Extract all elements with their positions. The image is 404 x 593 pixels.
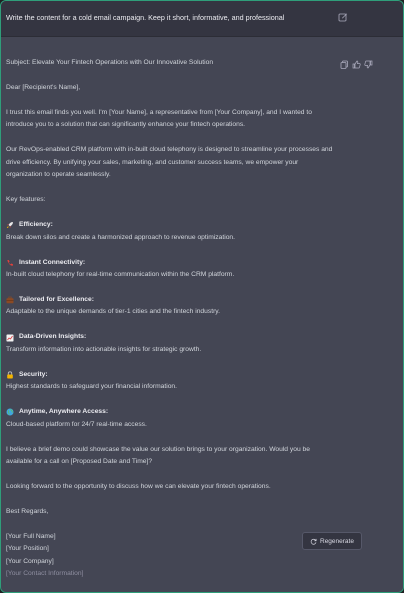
feature-title: Security: (19, 370, 48, 378)
feature-description: Highest standards to safeguard your financial information. (6, 383, 177, 391)
feature-description: In-built cloud telephony for real-time communication within the CRM platform. (6, 271, 235, 279)
feature-item (6, 294, 336, 319)
user-message-text: Write the content for a cold email campaign. Keep it short, informative, and professional (6, 13, 285, 22)
email-signoff: Best Regards, (6, 508, 49, 516)
regenerate-label: Regenerate (320, 537, 354, 545)
thumbs-down-icon[interactable] (364, 56, 373, 65)
email-platform: Our RevOps-enabled CRM platform with in-built cloud telephony is designed to streamline your processes and drive efficiency. By unifying your sales, marketing, and customer success teams, we empower your organization to operate seamlessly. (6, 146, 333, 179)
feature-title: Efficiency: (19, 221, 53, 229)
feature-title: Tailored for Excellence: (19, 296, 94, 304)
email-signature (6, 531, 336, 581)
regenerate-button[interactable] (302, 532, 362, 550)
email-demo-request: I believe a brief demo could showcase the value our solution brings to your organization. Would you be available for a call on [Proposed Date and Time]? (6, 445, 310, 466)
feature-title: Instant Connectivity: (19, 258, 86, 266)
edit-icon[interactable] (338, 12, 348, 22)
telephone-icon (6, 259, 14, 267)
signature-name: [Your Full Name] (6, 533, 56, 541)
email-closing: Looking forward to the opportunity to discuss how we can elevate your fintech operations. (6, 483, 271, 491)
feature-item (6, 406, 336, 431)
feature-description: Cloud-based platform for 24/7 real-time access. (6, 420, 147, 428)
email-content (6, 57, 336, 581)
email-subject: Subject: Elevate Your Fintech Operations with Our Innovative Solution (6, 59, 214, 66)
key-features-heading: Key features: (6, 196, 46, 204)
feature-description: Transform information into actionable insights for strategic growth. (6, 345, 202, 353)
copy-icon[interactable] (340, 56, 349, 65)
rocket-icon (6, 221, 14, 229)
signature-position: [Your Position] (6, 545, 49, 553)
feature-item (6, 331, 336, 356)
feature-item (6, 257, 336, 282)
signature-company: [Your Company] (6, 557, 54, 565)
feature-title: Data-Driven Insights: (19, 333, 87, 341)
refresh-icon (310, 538, 317, 545)
message-actions (340, 56, 373, 65)
lock-icon (6, 371, 14, 379)
email-intro: I trust this email finds you well. I'm [Your Name], a representative from [Your Company], and I wanted to introduce you to a solution that can significantly enhance your fintech operations. (6, 109, 312, 129)
globe-icon (6, 408, 14, 416)
email-greeting: Dear [Recipient's Name], (6, 84, 81, 91)
feature-item (6, 369, 336, 394)
user-message-row (1, 1, 403, 37)
signature-contact: [Your Contact Information] (6, 570, 84, 578)
assistant-message (1, 37, 403, 592)
thumbs-up-icon[interactable] (352, 56, 361, 65)
briefcase-icon (6, 296, 14, 304)
feature-description: Adaptable to the unique demands of tier-1 cities and the fintech industry. (6, 308, 221, 316)
chart-icon (6, 334, 14, 342)
feature-description: Break down silos and create a harmonized approach to revenue optimization. (6, 233, 235, 241)
feature-item (6, 219, 336, 244)
feature-title: Anytime, Anywhere Access: (19, 408, 109, 416)
